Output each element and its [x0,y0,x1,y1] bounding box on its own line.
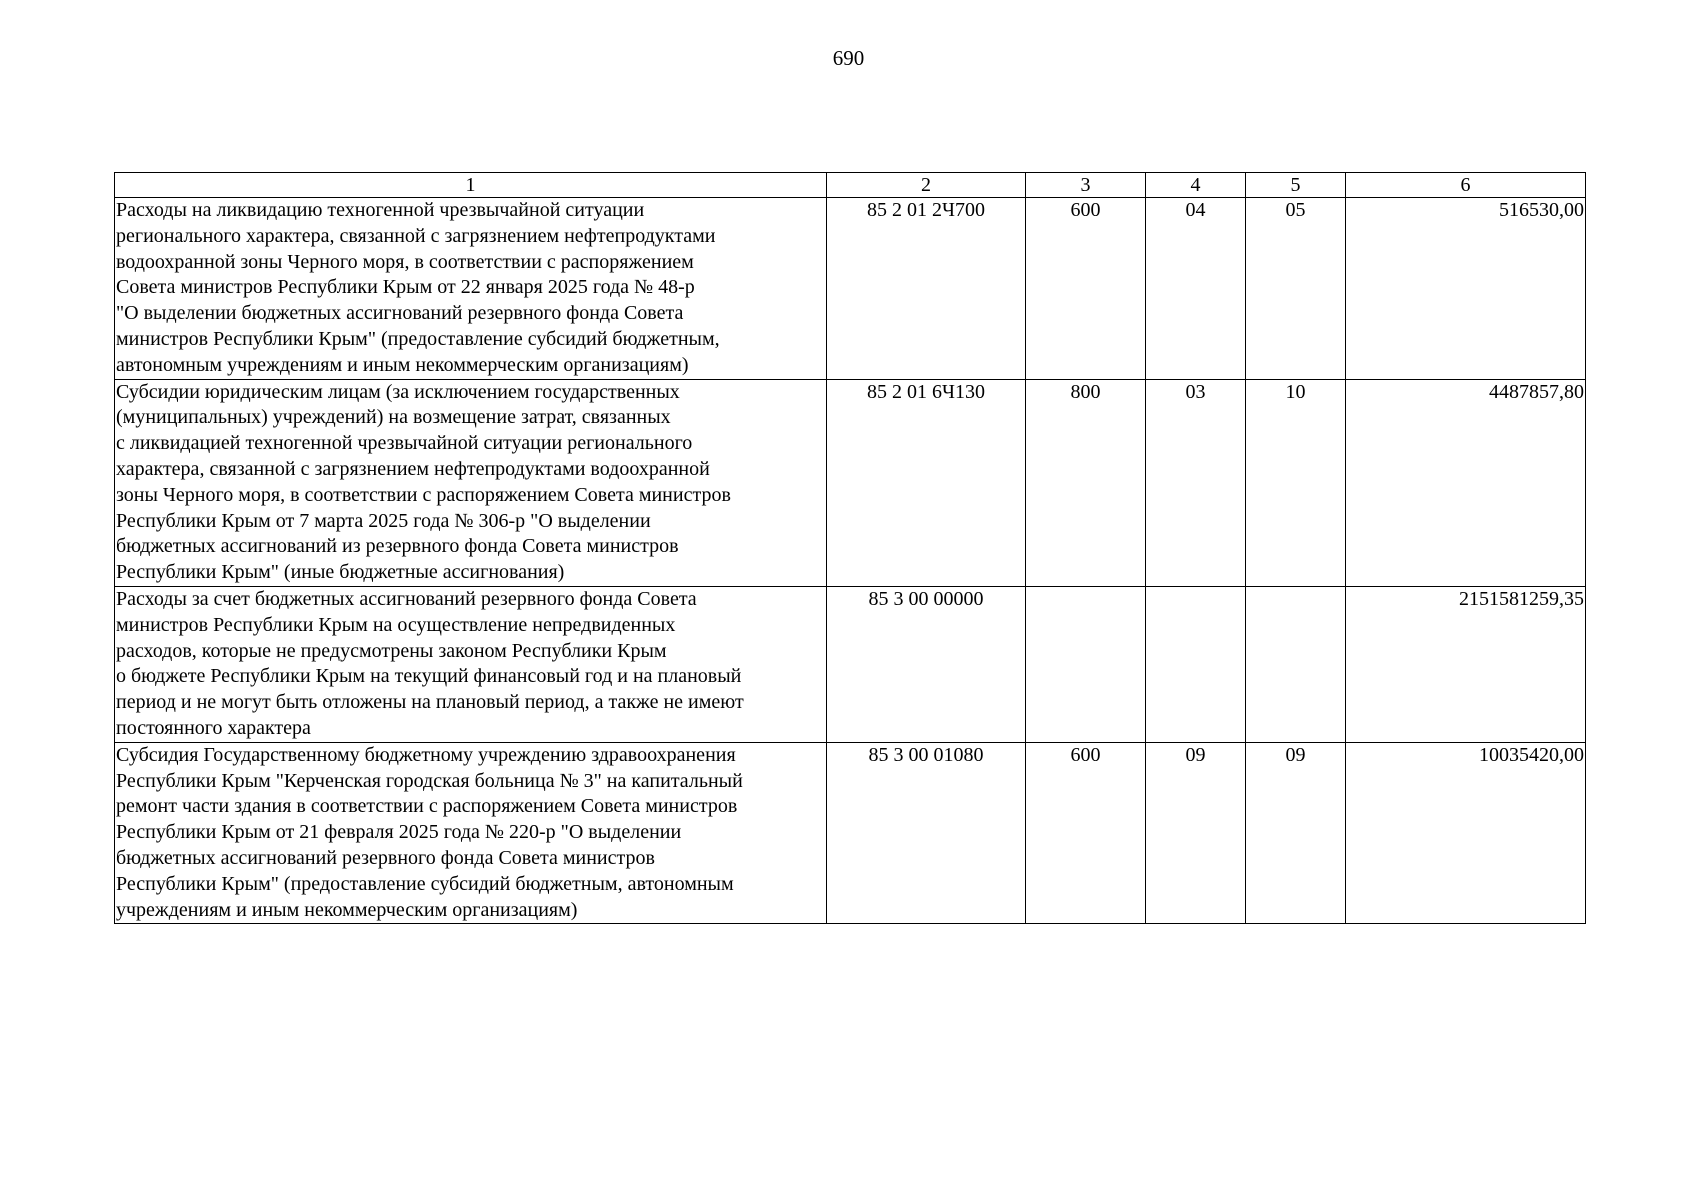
column-header-3: 3 [1026,173,1146,198]
row-description: Расходы на ликвидацию техногенной чрезвычайной ситуации регионального характера, связанной с загрязнением нефтепродуктами водоохранной зоны Черного моря, в соответствии с распоряжением Совета министров Республики Крым от 22 января 2025 года № 48-р "О выделении бюджетных ассигнований резервного фонда Совета министров Республики Крым" (предоставление субсидий бюджетным, автономным учреждениям и иным некоммерческим организациям) [115,198,827,380]
amount-value: 516530,00 [1346,198,1586,380]
table-body [115,198,1586,924]
header-row [115,173,1586,198]
row-description: Расходы за счет бюджетных ассигнований резервного фонда Совета министров Республики Крым на осуществление непредвиденных расходов, которые не предусмотрены законом Республики Крым о бюджете Республики Крым на текущий финансовый год и на плановый период и не могут быть отложены на плановый период, а также не имеют постоянного характера [115,586,827,742]
subsection-code [1246,586,1346,742]
target-article-code: 85 3 00 01080 [827,742,1026,924]
column-header-2: 2 [827,173,1026,198]
column-header-4: 4 [1146,173,1246,198]
table-header [115,173,1586,198]
expense-type-code: 600 [1026,742,1146,924]
subsection-code: 09 [1246,742,1346,924]
page-number: 690 [832,46,865,70]
expense-type-code: 600 [1026,198,1146,380]
expense-type-code [1026,586,1146,742]
amount-value: 4487857,80 [1346,379,1586,586]
section-code: 03 [1146,379,1246,586]
column-header-1: 1 [115,173,827,198]
target-article-code: 85 3 00 00000 [827,586,1026,742]
subsection-code: 10 [1246,379,1346,586]
column-header-5: 5 [1246,173,1346,198]
section-code [1146,586,1246,742]
subsection-code: 05 [1246,198,1346,380]
section-code: 04 [1146,198,1246,380]
table-row [115,586,1586,742]
table-row [115,198,1586,380]
budget-table [114,172,1586,924]
table-row [115,379,1586,586]
row-description: Субсидия Государственному бюджетному учреждению здравоохранения Республики Крым "Керченская городская больница № 3" на капитальный ремонт части здания в соответствии с распоряжением Совета министров Республики Крым от 21 февраля 2025 года № 220-р "О выделении бюджетных ассигнований резервного фонда Совета министров Республики Крым" (предоставление субсидий бюджетным, автономным учреждениям и иным некоммерческим организациям) [115,742,827,924]
section-code: 09 [1146,742,1246,924]
target-article-code: 85 2 01 2Ч700 [827,198,1026,380]
row-description: Субсидии юридическим лицам (за исключением государственных (муниципальных) учреждений) на возмещение затрат, связанных с ликвидацией техногенной чрезвычайной ситуации регионального характера, связанной с загрязнением нефтепродуктами водоохранной зоны Черного моря, в соответствии с распоряжением Совета министров Республики Крым от 7 марта 2025 года № 306-р "О выделении бюджетных ассигнований из резервного фонда Совета министров Республики Крым" (иные бюджетные ассигнования) [115,379,827,586]
amount-value: 10035420,00 [1346,742,1586,924]
amount-value: 2151581259,35 [1346,586,1586,742]
target-article-code: 85 2 01 6Ч130 [827,379,1026,586]
column-header-6: 6 [1346,173,1586,198]
table-row [115,742,1586,924]
expense-type-code: 800 [1026,379,1146,586]
